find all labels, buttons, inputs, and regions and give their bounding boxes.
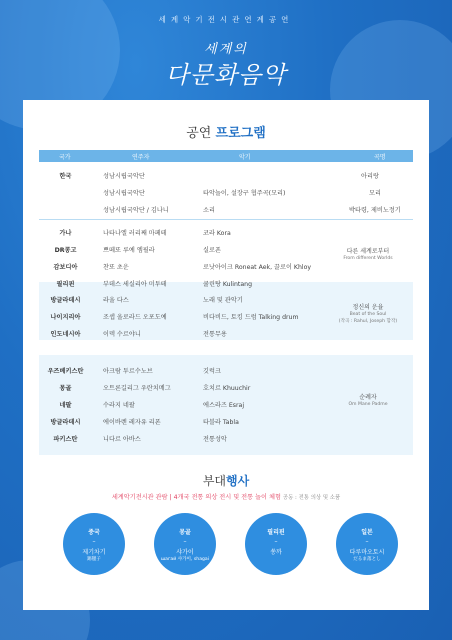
side-event-description: 세계악기전시관 관람 | 4개국 전통 의상 전시 및 전통 놀이 체험 공동 : 전통 의상 및 소품: [111, 494, 341, 501]
table-row: 나이지리아 조셉 올로라드 오포도예 비다비드, 토킹 드럼 Talking drum: [50, 314, 299, 321]
event-subtitle: 세계악기전시관연계공연: [158, 15, 294, 24]
table-row: 성남시립국악단 타악놀이, 설장구 협주곡(모리) 모리: [103, 190, 381, 197]
table-row: 감보디아 찬또 초운 로낫아이크 Roneat Aek, 끌로이 Khloy: [53, 264, 312, 271]
group-note: 정신의 운율 Beat of the Soul (작곡 : Rahul, Joseph 합작): [338, 304, 398, 324]
column-header: 연주자: [132, 154, 150, 161]
side-event-title: 부대행사: [202, 474, 250, 488]
table-row: 한국 성남시립국악단 아리랑: [59, 173, 379, 180]
table-header: [39, 150, 413, 162]
table-row: 방글라데시 라울 다스 노래 및 관악기: [50, 297, 243, 304]
group-note: 순례자 Om Mane Padme: [348, 394, 388, 407]
table-row: 네팔 수라지 네팔 에스라즈 Esraj: [59, 402, 245, 409]
title-big: 다문화음악: [165, 61, 287, 89]
row-divider: [39, 219, 413, 220]
table-row: 필리핀 부데스 세실리아 미투테 쿨린탕 Kulintang: [56, 281, 252, 288]
table-row: 몽골 오트론길리그 우란치메그 호치르 Khuuchir: [59, 385, 251, 392]
table-row: 방글라데시 에이바렌 레자유 리폰 타블라 Tabla: [50, 419, 239, 426]
poster-title: [0, 38, 452, 90]
table-row: 파키스탄 니다르 아바스 전통성악: [53, 436, 227, 443]
column-header: 곡명: [374, 154, 386, 161]
column-header: 악기: [239, 154, 251, 161]
program-card: [23, 100, 429, 610]
activity-circle-mongolia: 몽골 – 샤가이 шагай 샤가이, shagai: [154, 513, 216, 575]
activity-circle-japan: 일본 – 다루마오토시 だるま落とし: [336, 513, 398, 575]
table-row: 우즈베키스탄 아크람 투르수노브 깃럭크: [47, 368, 221, 375]
column-header: 국가: [59, 154, 71, 161]
table-row: 성남시립국악단 / 김나니 소리 박타령, 제비노정기: [103, 207, 401, 214]
title-small: 세계의: [204, 42, 248, 57]
program-title: 공연 프로그램: [186, 126, 266, 141]
activity-circle-china: 중국 – 제기차기 踢毽子: [63, 513, 125, 575]
table-row: 인도네시아 이덱 수르야니 전통무용: [50, 331, 227, 338]
group-note: 다른 세계로부터 From different Worlds: [343, 248, 393, 261]
table-row: 가나 나타나엘 러리째 마페테 코라 Kora: [59, 230, 231, 237]
table-row: DR콩고 쁘떼또 루예 엠필라 실로폰: [54, 247, 221, 254]
activity-circle-philippines: 필리핀 – 쏭까: [245, 513, 307, 575]
